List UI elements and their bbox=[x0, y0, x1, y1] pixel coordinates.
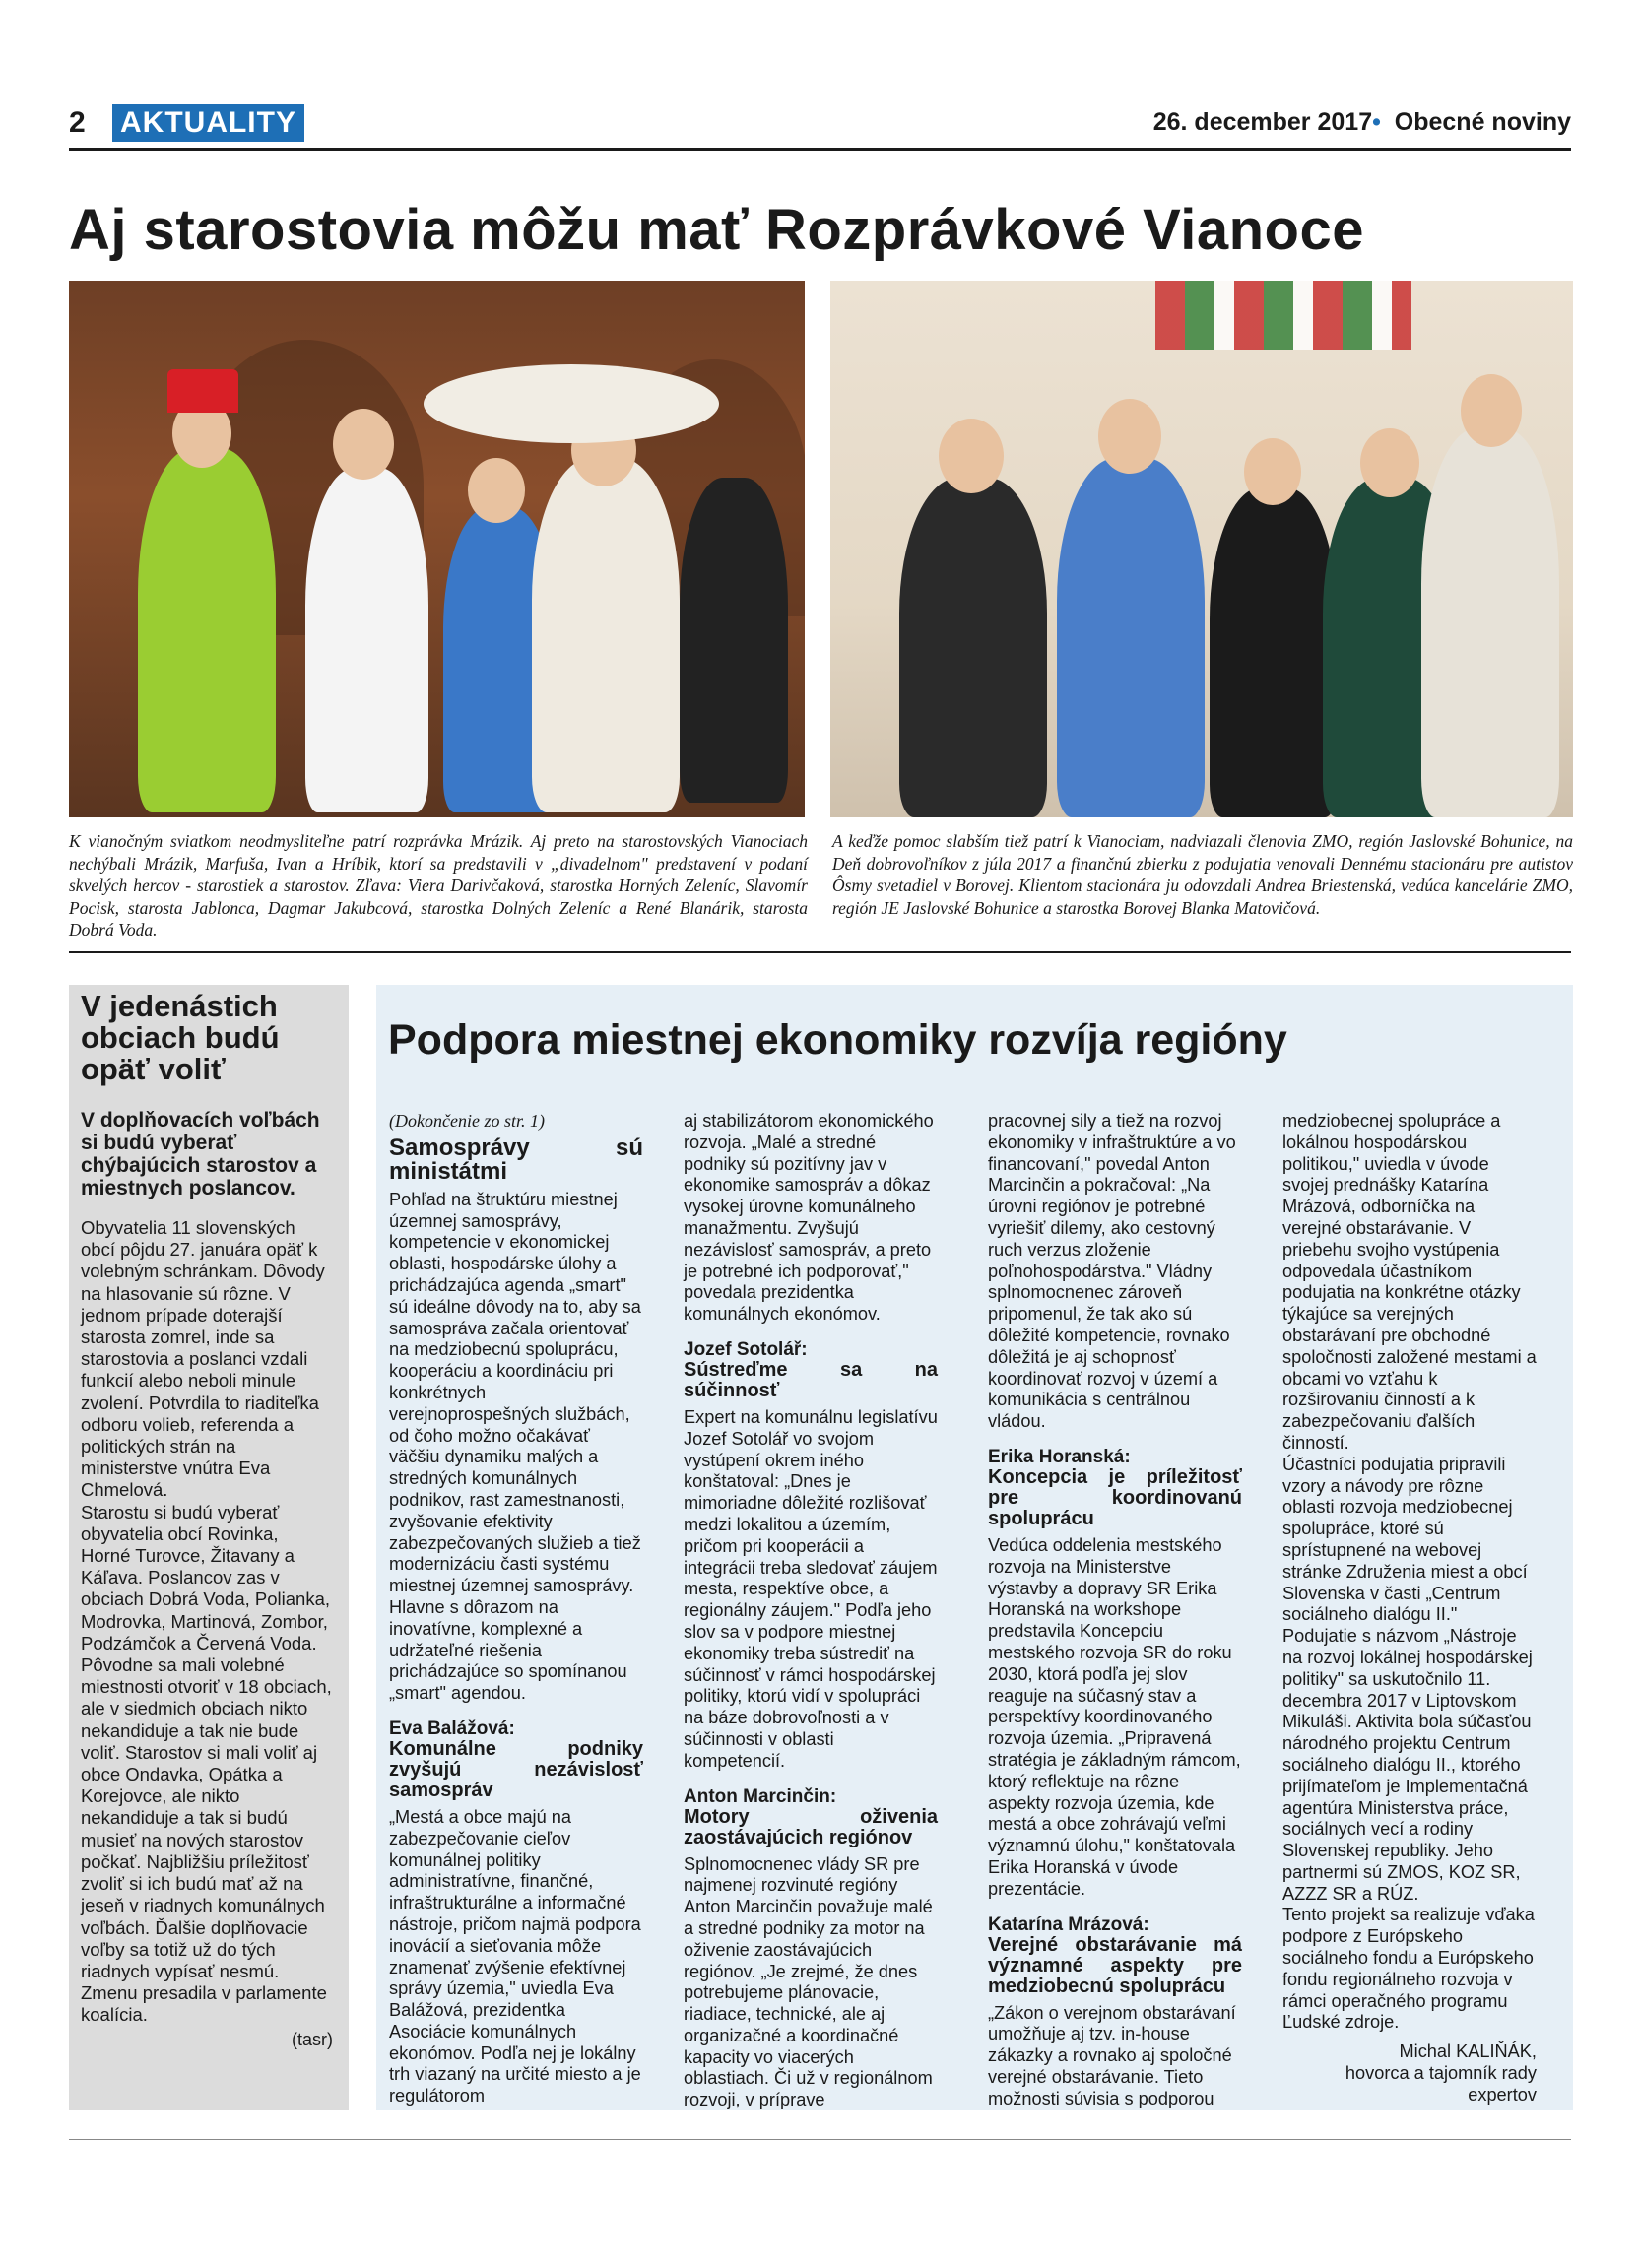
section-rule bbox=[69, 951, 1571, 953]
author-role: expertov bbox=[1468, 2084, 1537, 2105]
paragraph: medziobecnej spolupráce a lokálnou hospodárskou politikou," uviedla v úvode svojej prednášky Katarína Mrázová, odborníčka na verejné obstarávanie. V priebehu svojho vystúpenia odpovedala účastníkom podujatia na konkrétne otázky týkajúce sa verejných obstarávaní pre obchodné spoločnosti založené mestami a obcami vo vzťahu k rozširovaniu činností a k zabezpečovaniu ďalších činností. bbox=[1282, 1111, 1537, 1453]
main-article bbox=[376, 985, 1573, 2110]
continued-note: (Dokončenie zo str. 1) bbox=[389, 1111, 545, 1131]
paragraph: Pohľad na štruktúru miestnej územnej samosprávy, kompetencie v ekonomickej oblasti, hospodárske úlohy a prichádzajúca agenda „smart" sú ideálne dôvody na to, aby sa samospráva začala orientovať na medziobecnú spoluprácu, kooperáciu a koordináciu pri konkrétnych verejnoprospešných službách, od čoho možno očakávať väčšiu dynamiku malých a stredných komunálnych podnikov, rast zamestnanosti, zvyšovanie efektivity zabezpečovaných služieb a tiež modernizáciu časti systému miestnej územnej samosprávy. Hlavne s dôrazom na inovatívne, komplexné a udržateľné riešenia prichádzajúce so spomínanou „smart" agendou. bbox=[389, 1189, 641, 1704]
figure-light-top bbox=[1421, 428, 1559, 817]
page-headline: Aj starostovia môžu mať Rozprávkové Vianoce bbox=[69, 198, 1364, 262]
sidebar-paragraph: Obyvatelia 11 slovenských obcí pôjdu 27. januára opäť k volebným schránkam. Dôvody na hlasovanie sú rôzne. V jednom prípade doterajší starosta zomrel, inde sa starostovia a poslanci vzdali funkcií alebo neboli minule zvolení. Potvrdila to riaditeľka odboru volieb, referenda a politických strán na ministerstve vnútra Eva Chmelová. bbox=[81, 1217, 325, 1501]
photo-day-center-visit bbox=[830, 281, 1573, 817]
issue-date: 26. december 2017 bbox=[1152, 108, 1373, 136]
paragraph: Účastníci podujatia pripravili vzory a návody pre rôzne oblasti rozvoja medziobecnej spolupráce, ktoré sú sprístupnené na webovej stránke Združenia miest a obcí Slovenska v časti „Centrum sociálneho dialógu II." bbox=[1282, 1454, 1528, 1625]
sidebar-title: V jedenástich obciach budú opäť voliť bbox=[81, 989, 280, 1086]
crown-hat bbox=[167, 369, 238, 413]
figure-dark-dress bbox=[899, 478, 1047, 817]
paragraph: pracovnej sily a tiež na rozvoj ekonomiky v infraštruktúre a vo financovaní," povedal Anton Marcinčin a pokračoval: „Na úrovni regiónov je potrebné vyriešiť dilemy, ako cestovný ruch verzus zloženie poľnohospodárstva." Vládny splnomocnenec zároveň pripomenul, že tak ako sú dôležité kompetencie, rovnako dôležitá je aj schopnosť koordinovať rozvoj v území a komunikácia s centrálnou vládou. bbox=[988, 1111, 1236, 1432]
paragraph: Expert na komunálnu legislatívu Jozef Sotolář vo svojom vystúpení okrem iného konštatoval: „Dnes je mimoriadne dôležité rozlišovať medzi lokalitou a územím, pričom pri kooperácii a integrácii treba sledovať záujem mesta, respektíve obce, a regionálny záujem." Podľa jeho slov sa v podpore miestnej ekonomiky treba sústrediť na súčinnosť v rámci hospodárskej politiky, ktorú vidí v spolupráci na báze dobrovoľnosti a v súčinnosti v oblasti kompetencií. bbox=[684, 1406, 938, 1771]
article-column bbox=[684, 1111, 938, 2111]
figure-white-costume bbox=[532, 458, 680, 812]
figure-costume bbox=[138, 448, 276, 812]
publication-name: Obecné noviny bbox=[1394, 108, 1571, 136]
figure-head bbox=[1098, 399, 1161, 474]
article-column bbox=[1282, 1111, 1537, 2106]
figure-head bbox=[468, 458, 525, 523]
paragraph: „Zákon o verejnom obstarávaní umožňuje aj tzv. in-house zákazky a rovnako aj spoločné verejné obstarávanie. Tieto možnosti súvisia s podporou bbox=[988, 2002, 1236, 2108]
sidebar-body bbox=[81, 1217, 333, 2050]
figure-head bbox=[1461, 374, 1522, 447]
article-column bbox=[389, 1111, 643, 2107]
sidebar-source: (tasr) bbox=[292, 2029, 333, 2049]
paragraph: Vedúca oddelenia mestského rozvoja na Ministerstve výstavby a dopravy SR Erika Horanská na workshope predstavila Koncepciu mestského rozvoja SR do roku 2030, ktorá podľa jej slov reaguje na súčasný stav a perspektívy koordinovaného rozvoja územia. „Pripravená stratégia je základným rámcom, ktorý reflektuje na rôzne aspekty rozvoja územia, kde mestá a obce zohrávajú veľmi významnú úlohu," konštatovala Erika Horanská v úvode prezentácie. bbox=[988, 1534, 1241, 1899]
photo-fairy-tale-costumes bbox=[69, 281, 805, 817]
paragraph: Tento projekt sa realizuje vďaka podpore z Európskeho sociálneho fondu a Európskeho fondu regionálneho rozvoja v rámci operačného programu Ľudské zdroje. bbox=[1282, 1905, 1535, 2033]
figure-head bbox=[333, 409, 394, 480]
subheading: Koncepcia je príležitosť pre koordinovanú spoluprácu bbox=[988, 1465, 1242, 1529]
article-author bbox=[1282, 2041, 1537, 2106]
figure-chef bbox=[305, 468, 428, 812]
separator-dot: • bbox=[1372, 108, 1381, 136]
mushroom-hat bbox=[424, 364, 719, 443]
photo-caption-left: K vianočným sviatkom neodmysliteľne patrí rozprávka Mrázik. Aj preto na starostovských Vianociach nechýbali Mrázik, Marfuša, Ivan a Hríbik, ktorí sa predstavili v „divadelnom" predstavení v podaní skvelých hercov - starostiek a starostov. Zľava: Viera Darivčaková, starostka Horných Zeleníc, Slavomír Pocisk, starosta Jablonca, Dagmar Jakubcová, starostka Dolných Zeleníc a René Blanárik, starosta Dobrá Voda. bbox=[69, 831, 808, 940]
sidebar-lead: V doplňovacích voľbách si budú vyberať chýbajúcich starostov a miestnych poslancov. bbox=[81, 1109, 320, 1199]
author-role: hovorca a tajomník rady bbox=[1345, 2063, 1537, 2084]
figure-head bbox=[939, 419, 1004, 493]
figure-head bbox=[1244, 438, 1301, 505]
figure-head bbox=[1360, 428, 1419, 497]
header-rule bbox=[69, 148, 1571, 151]
article-title: Podpora miestnej ekonomiky rozvíja regióny bbox=[388, 1016, 1287, 1064]
paragraph: Splnomocnenec vlády SR pre najmenej rozvinuté regióny Anton Marcinčin považuje malé a stredné podniky za motor na oživenie zaostávajúcich regiónov. „Je zrejmé, že dnes potrebujeme plánovacie, riadiace, technické, ale aj organizačné a koordinačné kapacity vo viacerých oblastiach. Či už v regionálnom rozvoji, v príprave bbox=[684, 1853, 933, 2110]
section-tag: AKTUALITY bbox=[112, 104, 304, 142]
footer-rule bbox=[69, 2139, 1571, 2140]
sidebar-paragraph: Starostu si budú vyberať obyvatelia obcí Rovinka, Horné Turovce, Žitavany a Káľava. Poslancov zas v obciach Dobrá Voda, Polianka, Modrovka, Martinová, Zombor, Podzámčok a Červená Voda. Pôvodne sa mali volebné miestnosti otvoriť v 18 obciach, ale v siedmich obciach nikto nekandiduje a tak nie bude voliť. Starostov si mali voliť aj obce Ondavka, Opátka a Korejovce, ale nikto nekandiduje a tak si budú musieť na nových starostov počkať. Najbližšiu príležitosť zvoliť si ich budú mať až na jeseň v riadnych komunálnych voľbách. Ďalšie doplňovacie voľby sa totiž už do tých riadnych vypísať nesmú. Zmenu presadila v parlamente koalícia. bbox=[81, 1501, 332, 2026]
speaker-name: Eva Balážová: bbox=[389, 1717, 515, 1739]
speaker-name: Jozef Sotolář: bbox=[684, 1338, 808, 1360]
paragraph: „Mestá a obce majú na zabezpečovanie cieľov komunálnej politiky administratívne, finančné, infraštrukturálne a informačné nástroje, pričom najmä podpora inovácií a sieťovania môže znamenať zvýšenie efektívnej správy územia," uviedla Eva Balážová, prezidentka Asociácie komunálnych ekonómov. Podľa nej je lokálny trh viazaný na určité miesto a je regulátorom bbox=[389, 1806, 641, 2106]
sidebar-box bbox=[69, 985, 349, 2110]
figure-blue-jacket bbox=[1057, 458, 1205, 817]
speaker-name: Anton Marcinčin: bbox=[684, 1785, 837, 1807]
page-header bbox=[69, 102, 1571, 148]
issue-info bbox=[1153, 108, 1571, 137]
photo-caption-right: A keďže pomoc slabším tiež patrí k Vianociam, nadviazali členovia ZMO, región Jaslovské Bohunice, na Deň dobrovoľníkov z júla 2017 a finančnú zbierku z podujatia venovali Dennému stacionáru pre autistov Ôsmy svetadiel v Borovej. Klientom stacionára ju odovzdali Andrea Briestenská, vedúca kancelárie ZMO, región JE Jaslovské Bohunice a starostka Borovej Blanka Matovičová. bbox=[832, 831, 1573, 918]
subheading: Verejné obstarávanie má významné aspekty pre medziobecnú spoluprácu bbox=[988, 1933, 1242, 1997]
figure-background bbox=[680, 478, 788, 803]
speaker-name: Erika Horanská: bbox=[988, 1446, 1131, 1467]
paragraph: aj stabilizátorom ekonomického rozvoja. „Malé a stredné podniky sú pozitívny jav v ekonomike samospráv a dôkaz vysokej úrovne komunálneho manažmentu. Zvyšujú nezávislosť samospráv, a preto je potrebné ich podporovať," povedala prezidentka komunálnych ekonómov. bbox=[684, 1111, 934, 1325]
page-number: 2 bbox=[69, 106, 86, 139]
paragraph: Podujatie s názvom „Nástroje na rozvoj lokálnej hospodárskej politiky" sa uskutočnilo 11. decembra 2017 v Liptovskom Mikuláši. Aktivita bola súčasťou národného projektu Centrum sociálneho dialógu II., ktorého prijímateľom je Implementačná agentúra Ministerstva práce, sociálnych vecí a rodiny Slovenskej republiky. Jeho partnermi sú ZMOS, KOZ SR, AZZZ SR a RÚZ. bbox=[1282, 1626, 1533, 1904]
author-name: Michal KALIŇÁK, bbox=[1399, 2041, 1537, 2062]
figure-black-top bbox=[1210, 487, 1338, 817]
christmas-stockings bbox=[1155, 281, 1411, 350]
subheading: Motory oživenia zaostávajúcich regiónov bbox=[684, 1805, 938, 1848]
article-column bbox=[988, 1111, 1242, 2109]
subheading: Sústreďme sa na súčinnosť bbox=[684, 1358, 938, 1401]
speaker-name: Katarína Mrázová: bbox=[988, 1913, 1149, 1935]
subheading: Komunálne podniky zvyšujú nezávislosť samospráv bbox=[389, 1737, 643, 1801]
subheading: Samosprávy sú ministátmi bbox=[389, 1134, 643, 1185]
